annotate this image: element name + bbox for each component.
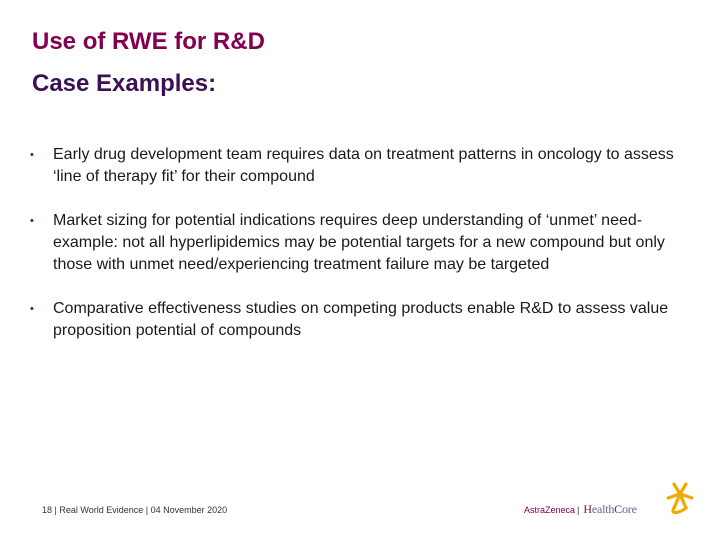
bullet-item xyxy=(30,144,680,188)
bullet-text: Market sizing for potential indications requires deep understanding of ‘unmet’ need- example: not all hyperlipidemics may be potential targets for a new compound but only those with unmet need/experiencing treatment failure may be targeted xyxy=(53,212,665,273)
bullet-text: Comparative effectiveness studies on competing products enable R&D to assess value proposition potential of compounds xyxy=(53,300,669,339)
footer-page-info: 18 | Real World Evidence | 04 November 2020 xyxy=(42,505,228,515)
bullet-text: Early drug development team requires data on treatment patterns in oncology to assess ‘line of therapy fit’ for their compound xyxy=(53,146,674,185)
healthcore-logo xyxy=(583,502,636,517)
bullet-marker: • xyxy=(30,303,34,315)
bullet-list xyxy=(30,144,680,342)
slide-title: Use of RWE for R&D xyxy=(32,28,265,55)
footer-company-name: AstraZeneca xyxy=(524,505,576,515)
healthcore-logo-h: H xyxy=(583,502,592,516)
bullet-marker: • xyxy=(30,149,34,161)
astrazeneca-symbol-icon xyxy=(664,480,696,516)
bullet-item xyxy=(30,298,680,342)
healthcore-logo-end: ore xyxy=(621,502,637,516)
footer-separator: | xyxy=(577,505,580,515)
bullet-marker: • xyxy=(30,215,34,227)
footer-branding xyxy=(524,502,637,517)
slide-subtitle: Case Examples: xyxy=(32,70,217,97)
healthcore-logo-mid: ealth xyxy=(591,502,615,516)
healthcore-logo-c: C xyxy=(614,502,622,516)
bullet-item xyxy=(30,210,680,276)
